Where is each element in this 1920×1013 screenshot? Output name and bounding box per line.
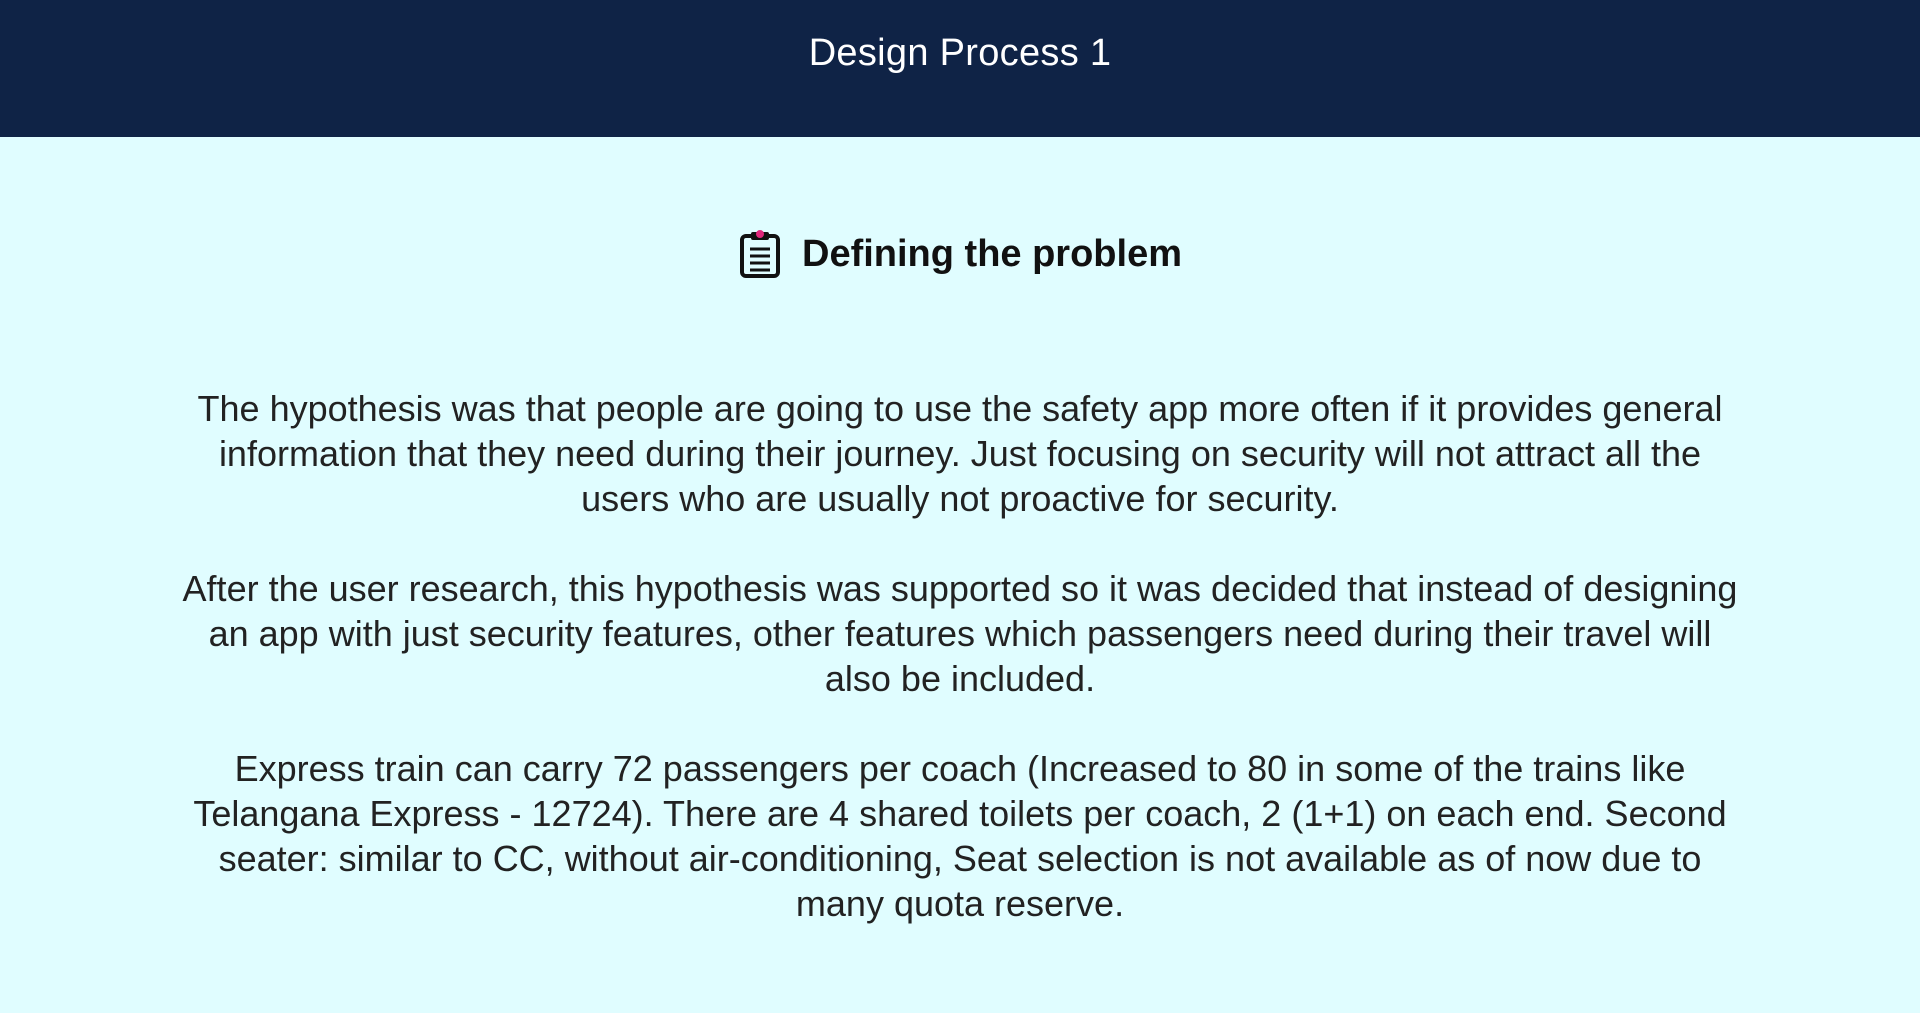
body-text xyxy=(180,386,1740,926)
content-area xyxy=(0,137,1920,1013)
page-title: Design Process 1 xyxy=(808,32,1112,74)
paragraph-hypothesis: The hypothesis was that people are going to use the safety app more often if it provides general information that they need during their journey. Just focusing on security will not attract all the users who are usually not proactive for security. xyxy=(197,388,1723,519)
clipboard-icon xyxy=(738,229,782,279)
header-bar xyxy=(0,0,1920,137)
paragraph-train-facts: Express train can carry 72 passengers per coach (Increased to 80 in some of the trains like Telangana Express - 12724). There are 4 shared toilets per coach, 2 (1+1) on each end. Second seater: similar to CC, without air-conditioning, Seat selection is not available as of now due to many quota reserve. xyxy=(193,748,1727,924)
section-title: Defining the problem xyxy=(802,232,1182,275)
paragraph-research-result: After the user research, this hypothesis was supported so it was decided that instead of designing an app with just security features, other features which passengers need during their travel will also be included. xyxy=(182,568,1738,699)
section-heading xyxy=(0,229,1920,279)
